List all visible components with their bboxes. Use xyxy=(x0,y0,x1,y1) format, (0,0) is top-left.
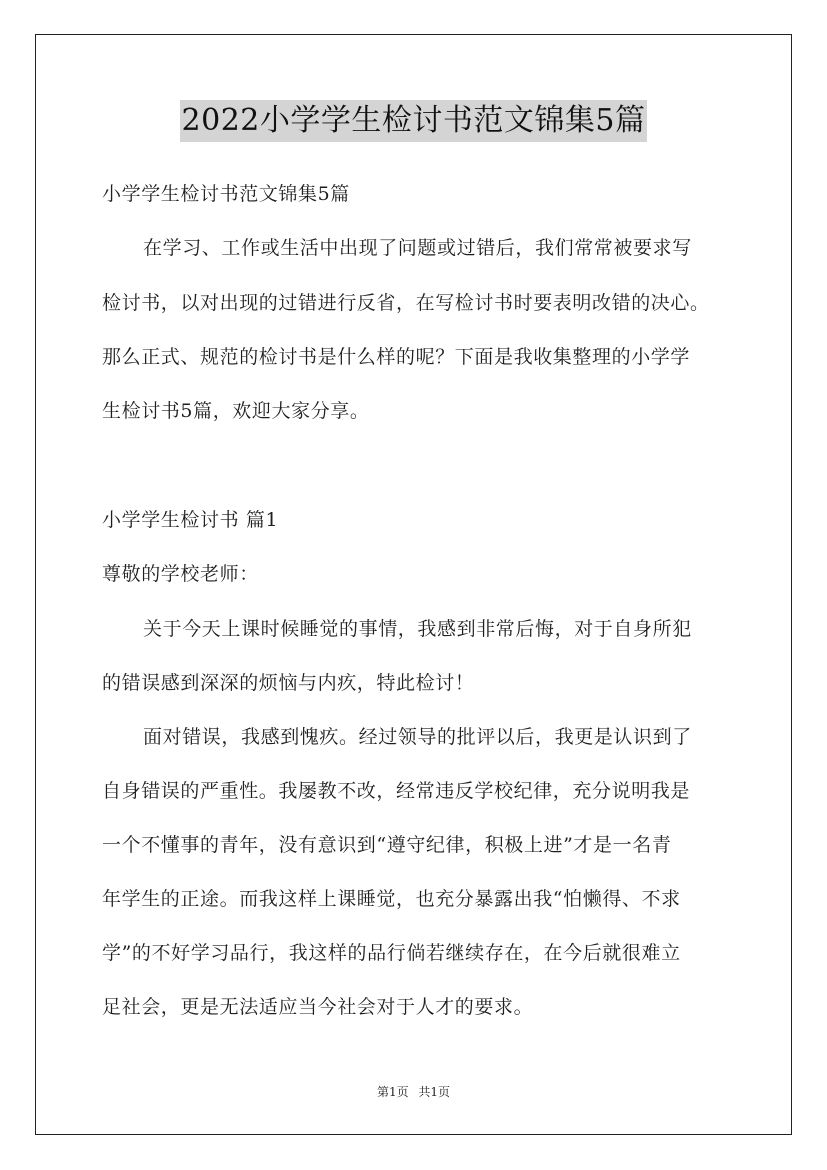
intro-line-3: 那么正式、规范的检讨书是什么样的呢？下面是我收集整理的小学学 xyxy=(102,346,691,368)
document-title: 2022小学学生检讨书范文锦集5篇 xyxy=(180,100,648,142)
intro-line-2: 检讨书，以对出现的过错进行反省，在写检讨书时要表明改错的决心。 xyxy=(102,292,710,314)
paragraph2-line-1: 面对错误，我感到愧疚。经过领导的批评以后，我更是认识到了 xyxy=(143,726,692,748)
document-subtitle: 小学学生检讨书范文锦集5篇 xyxy=(102,183,350,205)
paragraph2-line-3: 一个不懂事的青年，没有意识到“遵守纪律，积极上进”才是一名青 xyxy=(102,834,672,856)
intro-line-1: 在学习、工作或生活中出现了问题或过错后，我们常常被要求写 xyxy=(143,237,692,259)
paragraph1-line-2: 的错误感到深深的烦恼与内疚，特此检讨！ xyxy=(102,672,475,694)
paragraph1-line-1: 关于今天上课时候睡觉的事情，我感到非常后悔，对于自身所犯 xyxy=(143,618,692,640)
page-total: 共1页 xyxy=(418,1085,451,1099)
page-current: 第1页 xyxy=(376,1085,409,1099)
paragraph2-line-6: 足社会，更是无法适应当今社会对于人才的要求。 xyxy=(102,996,534,1018)
section-heading: 小学学生检讨书 篇1 xyxy=(102,509,279,531)
intro-line-4: 生检讨书5篇，欢迎大家分享。 xyxy=(102,400,370,422)
paragraph2-line-5: 学”的不好学习品行，我这样的品行倘若继续存在，在今后就很难立 xyxy=(102,942,681,964)
salutation: 尊敬的学校老师： xyxy=(102,563,259,585)
page-footer xyxy=(0,1084,827,1100)
title-container xyxy=(0,100,827,142)
paragraph2-line-4: 年学生的正途。而我这样上课睡觉，也充分暴露出我“怕懒得、不求 xyxy=(102,888,681,910)
paragraph2-line-2: 自身错误的严重性。我屡教不改，经常违反学校纪律，充分说明我是 xyxy=(102,780,691,802)
